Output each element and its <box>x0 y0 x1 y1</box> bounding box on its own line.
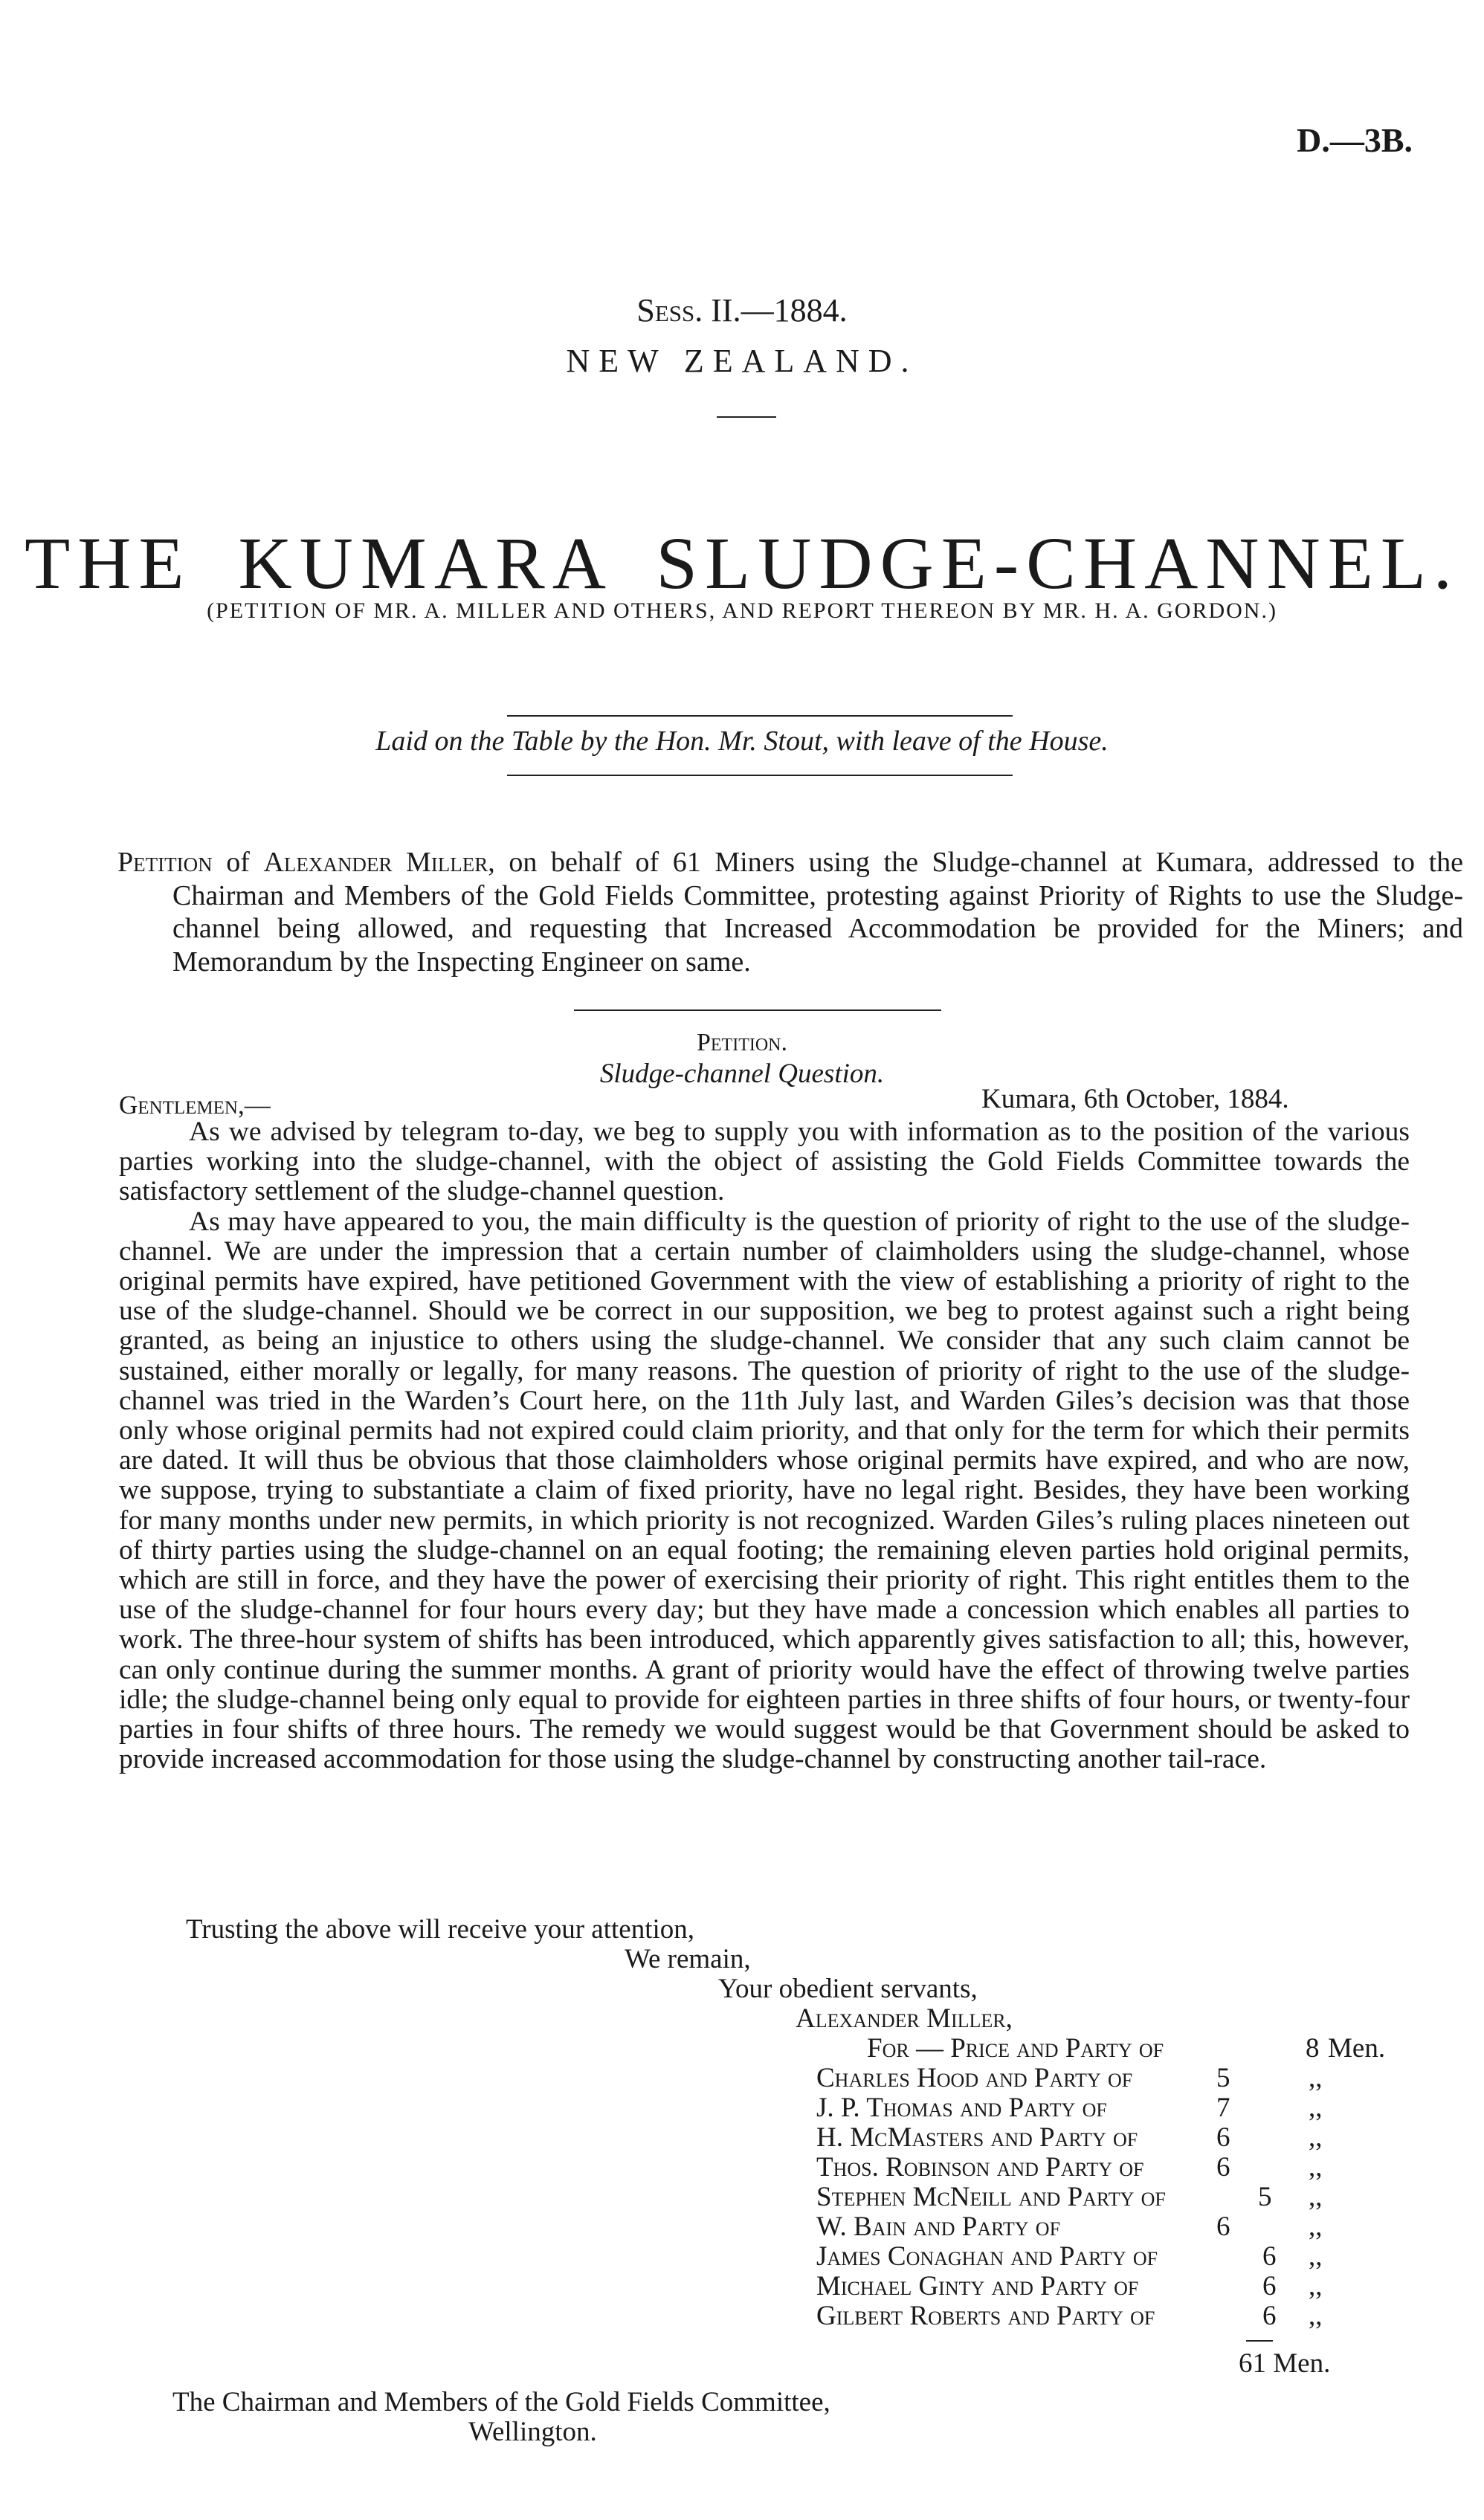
party-unit: ,, <box>1309 2122 1323 2153</box>
closing-line-servants: Your obedient servants, <box>718 1974 978 2004</box>
laid-on-table-line: Laid on the Table by the Hon. Mr. Stout, with leave of the House. <box>375 726 1109 757</box>
signatory-name: H. McMasters and Party of <box>816 2122 1138 2153</box>
party-count: 8 <box>1306 2033 1320 2064</box>
prefatory-note <box>117 846 1463 978</box>
party-count: 6 <box>1262 2301 1277 2331</box>
header-rule <box>717 416 776 418</box>
document-title: THE KUMARA SLUDGE-CHANNEL. <box>25 522 1459 604</box>
signatory-name: For — Price and Party of <box>867 2033 1164 2064</box>
party-unit: ,, <box>1309 2152 1323 2183</box>
signatory-name: Thos. Robinson and Party of <box>816 2152 1144 2183</box>
dateline: Kumara, 6th October, 1884. <box>981 1084 1289 1114</box>
party-count: 6 <box>1262 2271 1277 2301</box>
lead-signatory: Alexander Miller, <box>796 2003 1013 2034</box>
party-count: 7 <box>1216 2093 1230 2123</box>
party-count: 6 <box>1262 2241 1277 2272</box>
signatory-name: James Conaghan and Party of <box>816 2241 1158 2272</box>
body-paragraph-1: As we advised by telegram to-day, we beg to supply you with information as to the position of the various parties working into the sludge-channel, with the object of assisting the Gold Fields Committee towards the satisfactory settlement of the sludge-channel question. <box>119 1117 1410 1207</box>
party-count: 6 <box>1216 2212 1230 2242</box>
document-subtitle: (PETITION OF MR. A. MILLER AND OTHERS, AND REPORT THEREON BY MR. H. A. GORDON.) <box>207 598 1277 623</box>
closing-line-trusting: Trusting the above will receive your attention, <box>186 1914 695 1945</box>
address-line-1: The Chairman and Members of the Gold Fields Committee, <box>172 2387 830 2417</box>
party-unit: ,, <box>1309 2212 1323 2242</box>
signatory-name: W. Bain and Party of <box>816 2212 1061 2242</box>
signatory-name: Charles Hood and Party of <box>816 2063 1133 2093</box>
prefatory-text: , on behalf of 61 Miners using the Sludge-channel at Kumara, addressed to the Chairman and Members of the Gold Fields Committee, protesting against Priority of Rights to use the Sludge-channel being allowed, and requesting that Increased Accommodation be provided for the Miners; and Memorandum by the Inspecting Engineer on same. <box>172 847 1464 978</box>
party-unit: ,, <box>1309 2301 1323 2331</box>
party-unit: Men. <box>1328 2033 1386 2064</box>
prefatory-of: of <box>212 847 264 878</box>
petition-heading: Petition. <box>696 1029 788 1056</box>
party-unit: ,, <box>1309 2093 1323 2123</box>
party-unit: ,, <box>1309 2063 1323 2093</box>
petitioner-name: Alexander Miller <box>263 847 488 878</box>
session-line: Sess. II.—1884. <box>636 292 848 329</box>
total-rule <box>1246 2340 1273 2342</box>
party-count: 6 <box>1216 2152 1230 2183</box>
country-line: NEW ZEALAND. <box>566 343 918 379</box>
signatory-name: J. P. Thomas and Party of <box>816 2093 1107 2123</box>
signatory-name: Stephen McNeill and Party of <box>816 2182 1166 2212</box>
total-men: 61 Men. <box>1239 2348 1331 2379</box>
party-count: 5 <box>1258 2182 1272 2212</box>
paper-reference: D.—3B. <box>1297 121 1413 159</box>
party-count: 6 <box>1216 2122 1230 2153</box>
body-paragraph-2: As may have appeared to you, the main difficulty is the question of priority of right to the use of the sludge-channel. We are under the impression that a certain number of claimholders using the sludge-channel, whose original permits have expired, have petitioned Government with the view of establishing a priority of right to the use of the sludge-channel. Should we be correct in our supposition, we beg to protest against such a right being granted, as being an injustice to others using the sludge-channel. We consider that any such claim cannot be sustained, either morally or legally, for many reasons. The question of priority of right to the use of the sludge-channel was tried in the Warden’s Court here, on the 11th July last, and Warden Giles’s decision was that those only whose original permits had not expired could claim priority, and that only for the term for which their permits are dated. It will thus be obvious that those claimholders whose original permits have expired, and who are now, we suppose, trying to substantiate a claim of fixed priority, have no legal right. Besides, they have been working for many months under new permits, in which priority is not recognized. Warden Giles’s ruling places nineteen out of thirty parties using the sludge-channel on an equal footing; the remaining eleven parties hold original permits, which are still in force, and they have the power of exercising their priority of right. This right entitles them to the use of the sludge-channel for four hours every day; but they have made a concession which enables all parties to work. The three-hour system of shifts has been introduced, which apparently gives satisfaction to all; this, however, can only continue during the summer months. A grant of priority would have the effect of throwing twelve parties idle; the sludge-channel being only equal to provide for eighteen parties in three shifts of four hours, or twenty-four parties in four shifts of three hours. The remedy we would suggest would be that Government should be asked to provide increased accommodation for those using the sludge-channel by constructing another tail-race. <box>119 1206 1410 1775</box>
party-unit: ,, <box>1309 2271 1323 2301</box>
prefatory-lead-word: Petition <box>117 847 213 878</box>
salutation: Gentlemen,— <box>119 1091 271 1120</box>
party-count: 5 <box>1216 2063 1230 2093</box>
petition-subheading: Sludge-channel Question. <box>599 1059 885 1089</box>
signatory-name: Michael Ginty and Party of <box>816 2271 1139 2301</box>
party-unit: ,, <box>1309 2241 1323 2272</box>
signatory-name: Gilbert Roberts and Party of <box>816 2301 1155 2331</box>
section-rule <box>574 1009 941 1011</box>
address-line-2: Wellington. <box>468 2417 597 2447</box>
petition-body <box>119 1117 1410 1774</box>
laid-rule-top <box>507 715 1013 717</box>
closing-line-remain: We remain, <box>625 1944 751 1974</box>
party-unit: ,, <box>1309 2182 1323 2212</box>
laid-rule-bottom <box>507 775 1013 776</box>
